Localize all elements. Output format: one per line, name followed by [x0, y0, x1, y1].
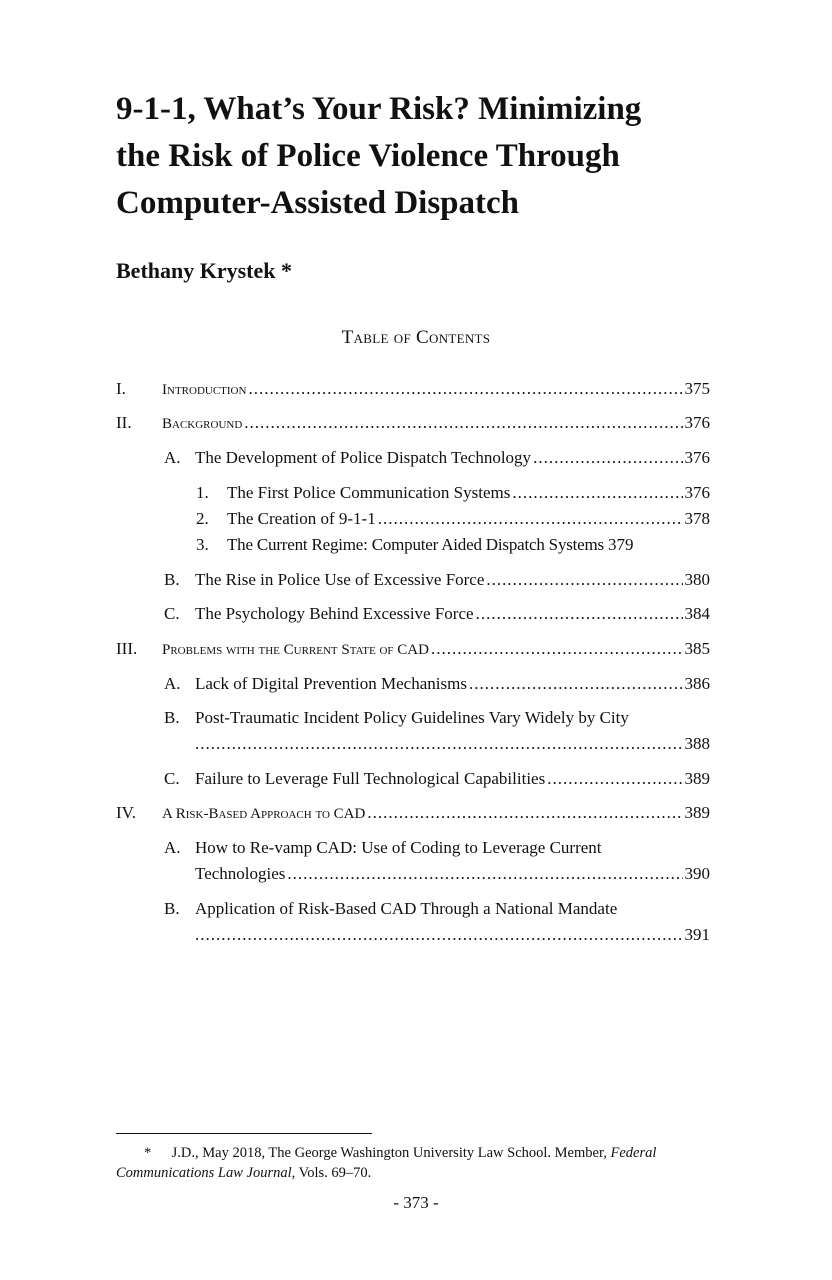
toc-entry-number: 1.	[196, 483, 209, 502]
toc-entry-page: 389	[684, 803, 710, 822]
toc-entry-label: Lack of Digital Prevention Mechanisms	[195, 674, 467, 693]
toc-entry-label: Introduction	[162, 382, 247, 398]
toc-leader-dots	[431, 638, 683, 660]
toc-entry-number: C.	[164, 604, 180, 623]
toc-entry-number: IV.	[116, 803, 136, 822]
toc-heading: Table of Contents	[341, 327, 491, 348]
toc-entry-page: 376	[684, 413, 710, 432]
toc-entry-current-regime[interactable]	[196, 534, 710, 556]
author-name: Bethany Krystek *	[116, 258, 292, 283]
toc-leader-dots	[486, 569, 682, 591]
author-footnote	[116, 1143, 720, 1183]
toc-leader-dots	[512, 482, 682, 504]
toc-entry-number: A.	[164, 448, 181, 467]
toc-leader-dots	[476, 603, 683, 625]
toc-entry-label: Problems with the Current State of CAD	[162, 642, 429, 658]
toc-entry-number: 2.	[196, 509, 209, 528]
toc-entry-national-mandate[interactable]	[164, 898, 710, 920]
toc-entry-page: 379	[607, 535, 634, 554]
toc-entry-page: 391	[684, 925, 710, 944]
toc-entry-number: B.	[164, 570, 180, 589]
toc-entry-page: 376	[684, 483, 710, 502]
toc-entry-problems-cad[interactable]	[116, 638, 710, 660]
toc-entry-excessive-force-rise[interactable]	[164, 569, 710, 591]
toc-entry-number: I.	[116, 379, 126, 398]
toc-entry-introduction[interactable]	[116, 378, 710, 400]
toc-entry-label: The Creation of 9-1-1	[227, 509, 376, 528]
toc-entry-number: 3.	[196, 535, 209, 554]
toc-leader-dots	[547, 768, 682, 790]
toc-entry-page: 380	[684, 570, 710, 589]
toc-leader-dots	[533, 447, 682, 469]
toc-entry-revamp-cad[interactable]	[164, 837, 710, 859]
toc-entry-number: II.	[116, 413, 132, 432]
toc-entry-number: A.	[164, 838, 181, 857]
toc-entry-digital-prevention[interactable]	[164, 673, 710, 695]
toc-entry-number: B.	[164, 899, 180, 918]
footnote-divider	[116, 1133, 372, 1134]
toc-leader-dots	[287, 863, 682, 885]
toc-entry-label-continued: Technologies	[195, 864, 286, 883]
article-title-line-3: Computer-Assisted Dispatch	[116, 185, 520, 221]
footnote-text-before: J.D., May 2018, The George Washington University Law School. Member,	[171, 1145, 611, 1161]
toc-leader-dots	[248, 378, 682, 400]
toc-entry-technological-capabilities[interactable]	[164, 768, 710, 790]
toc-entry-label: The Development of Police Dispatch Technology	[195, 448, 532, 467]
toc-entry-label: Background	[162, 416, 243, 432]
toc-entry-page: 375	[684, 379, 710, 398]
page-number: - 373 -	[393, 1193, 439, 1212]
footnote-text-after: , Vols. 69–70.	[291, 1165, 372, 1181]
toc-entry-page: 376	[684, 448, 710, 467]
toc-entry-page: 388	[684, 734, 710, 753]
toc-entry-psychology[interactable]	[164, 603, 710, 625]
toc-leader-dots	[195, 733, 683, 755]
toc-entry-page: 389	[684, 769, 710, 788]
toc-entry-number: B.	[164, 708, 180, 727]
toc-entry-revamp-cad-continuation	[195, 863, 710, 885]
toc-entry-number: A.	[164, 674, 181, 693]
toc-entry-label: The First Police Communication Systems	[227, 483, 511, 502]
toc-entry-number: C.	[164, 769, 180, 788]
toc-entry-page: 386	[684, 674, 710, 693]
toc-entry-policy-guidelines[interactable]	[164, 707, 710, 729]
toc-entry-label: The Psychology Behind Excessive Force	[195, 604, 474, 623]
toc-entry-label: The Rise in Police Use of Excessive Force	[195, 570, 485, 589]
toc-entry-label: How to Re-vamp CAD: Use of Coding to Leverage Current	[195, 838, 602, 857]
footnote-mark: *	[144, 1145, 152, 1161]
toc-entry-national-mandate-continuation	[195, 924, 710, 946]
toc-entry-label: Application of Risk-Based CAD Through a National Mandate	[195, 899, 618, 918]
toc-entry-label: Post-Traumatic Incident Policy Guidelines Vary Widely by City	[195, 708, 629, 727]
toc-entry-first-police-communication[interactable]	[196, 482, 710, 504]
toc-entry-label: A Risk-Based Approach to CAD	[162, 806, 366, 822]
footnote-journal-name: Federal Communications Law Journal	[116, 1145, 657, 1181]
toc-entry-label: The Current Regime: Computer Aided Dispatch Systems	[227, 535, 604, 554]
toc-entry-creation-of-911[interactable]	[196, 508, 710, 530]
toc-entry-policy-guidelines-continuation	[195, 733, 710, 755]
toc-entry-page: 384	[684, 604, 710, 623]
toc-entry-page: 385	[684, 639, 710, 658]
toc-leader-dots	[378, 508, 683, 530]
toc-leader-dots	[469, 673, 683, 695]
toc-entry-page: 390	[684, 864, 710, 883]
article-title-line-2: the Risk of Police Violence Through	[116, 138, 620, 174]
toc-leader-dots	[367, 802, 682, 824]
toc-entry-background[interactable]	[116, 412, 710, 434]
toc-leader-dots	[244, 412, 682, 434]
toc-entry-number: III.	[116, 639, 138, 658]
toc-entry-page: 378	[684, 509, 710, 528]
toc-entry-dispatch-technology[interactable]	[164, 447, 710, 469]
toc-leader-dots	[195, 924, 683, 946]
toc-entry-label: Failure to Leverage Full Technological Capabilities	[195, 769, 546, 788]
article-title-line-1: 9-1-1, What’s Your Risk? Minimizing	[116, 91, 642, 127]
toc-entry-risk-based-approach[interactable]	[116, 802, 710, 824]
